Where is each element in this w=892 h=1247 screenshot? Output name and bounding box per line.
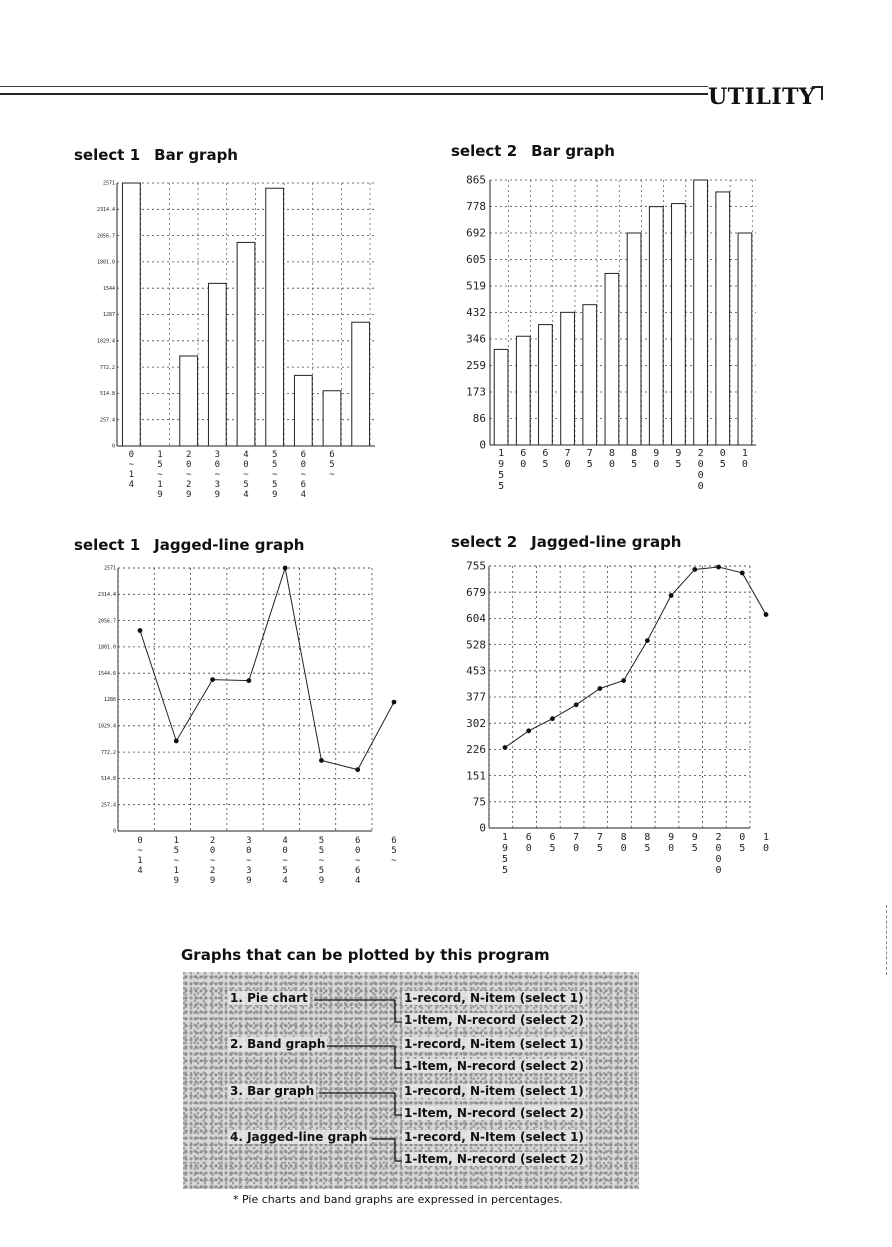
bar2-bar [539,325,553,445]
line1-select: select 1 [74,536,141,554]
line1-y-tick: 2314.4 [97,591,116,598]
bar2-y-tick: 605 [466,253,486,267]
line1-x-tick [174,836,180,886]
line1-point [392,700,397,705]
svg-text:65: 6 5 [542,448,549,470]
line1-y-tick: 2056.7 [97,618,116,625]
line2-x-tick [502,832,508,876]
svg-text:85: 8 5 [631,448,638,470]
line1-point [174,739,179,744]
svg-text:10: 1 0 [762,832,770,854]
bar2-bar [516,336,530,445]
svg-text:55~59: 5 5 ~ 5 9 [318,836,325,886]
bar1-y-tick: 257.4 [99,417,115,424]
pie-select1: 1-record, N-item (select 1) [404,991,584,1005]
bar1-x-tick [186,450,192,500]
margin-mark [886,905,888,975]
bar1-x-tick [301,450,307,500]
bar2-x-tick [653,448,659,470]
bar2-x-tick [631,448,637,470]
svg-text:65~: 6 5 ~ [391,836,397,866]
line2-point [764,612,769,617]
bar1-y-tick: 2314.4 [96,206,115,213]
bar2-x-tick [498,448,504,492]
bar1-x-tick [129,450,135,490]
bar2-y-tick: 519 [466,279,486,293]
svg-text:65~: 6 5 ~ [329,450,335,480]
svg-text:10: 1 0 [741,448,748,470]
svg-text:15~19: 1 5 ~ 1 9 [173,836,179,886]
graph-type-band: 2. Band graph [230,1037,326,1051]
line1-y-tick: 1029.4 [97,723,116,730]
line2-point [550,716,555,721]
line1-series-line [140,568,394,770]
line2-x-tick [668,832,674,854]
svg-text:80: 8 0 [608,448,615,470]
svg-text:30~39: 3 0 ~ 3 9 [246,836,252,886]
svg-text:05: 0 5 [739,832,746,854]
table-caption: Graphs that can be plotted by this program [181,946,550,964]
line2-y-tick: 302 [466,716,486,730]
line2-x-tick [716,832,722,876]
svg-text:05: 0 5 [719,448,726,470]
line2-x-tick [549,832,555,854]
bar1-bar [122,183,140,446]
svg-text:70: 7 0 [564,448,571,470]
bar2-select: select 2 [451,142,518,160]
footnote: * Pie charts and band graphs are expressed in percentages. [233,1193,563,1206]
bar1-y-tick: 2571 [102,180,115,187]
bar2-kind: Bar graph [531,142,615,160]
svg-text:95: 9 5 [691,832,698,854]
bar2-x-tick [520,448,526,470]
line1-x-tick [355,836,361,886]
bar1-bar [180,356,198,446]
line1-point [138,628,143,633]
line2-y-tick: 377 [466,690,486,704]
line2-y-tick: 75 [472,795,486,809]
svg-text:30~39: 3 0 ~ 3 9 [214,450,221,500]
line2-y-tick: 755 [466,559,486,573]
line1-y-tick: 772.2 [100,749,116,756]
svg-text:15~19: 1 5 ~ 1 9 [157,450,163,500]
line2-y-tick: 528 [466,638,486,652]
bar1-y-tick: 772.2 [99,364,115,371]
svg-text:20~29: 2 0 ~ 2 9 [209,836,216,886]
line1-x-tick [391,836,397,866]
band-select1: 1-record, N-item (select 1) [404,1037,584,1051]
line2-x-tick [526,832,532,854]
line2-x-tick [573,832,579,854]
svg-text:70: 7 0 [573,832,580,854]
svg-text:0~14: 0 ~ 1 4 [137,836,143,876]
svg-text:0~14: 0 ~ 1 4 [128,450,135,490]
bar1-x-tick [243,450,249,500]
line1-y-tick: 257.4 [100,802,116,809]
line1-y-tick: 2571 [103,565,116,572]
line2-point [503,745,508,750]
pie-select2: 1-Item, N-record (select 2) [404,1013,584,1027]
bar2-x-tick [720,448,726,470]
line2-x-tick [621,832,627,854]
line1-point [355,767,360,772]
bar2-y-tick: 0 [479,438,486,452]
line2-x-tick [644,832,650,854]
bar1-bar [237,242,255,446]
svg-text:80: 8 0 [620,832,627,854]
line1-y-tick: 1801.0 [97,644,116,651]
line1-x-tick [282,836,288,886]
line2-point [598,686,603,691]
band-select2: 1-Item, N-record (select 2) [404,1059,584,1073]
graph-type-pie: 1. Pie chart [230,991,308,1005]
svg-text:95: 9 5 [675,448,682,470]
bar2-x-tick [698,448,704,492]
bar1-x-tick [329,450,335,480]
bar1-y-tick: 1801.0 [96,259,115,266]
svg-text:90: 9 0 [653,448,660,470]
line2-y-tick: 604 [466,612,486,626]
line1-x-tick [319,836,325,886]
line2-y-tick: 226 [466,743,486,757]
line2-x-tick [739,832,745,854]
line2-y-tick: 679 [466,585,486,599]
svg-text:90: 9 0 [668,832,675,854]
bar2-bar [649,207,663,445]
svg-text:1955: 1 9 5 5 [498,448,505,492]
bar1-bar [266,188,284,446]
svg-text:60~64: 6 0 ~ 6 4 [300,450,307,500]
bar1-bar [323,391,341,446]
bar1-bar [208,283,226,446]
svg-text:20~29: 2 0 ~ 2 9 [185,450,192,500]
bar2-x-tick [742,448,748,470]
svg-text:40~54: 4 0 ~ 5 4 [243,450,249,500]
line2-x-tick [597,832,603,854]
line2-series-line [505,567,766,747]
bar2-x-tick [675,448,681,470]
bar-select1: 1-record, N-item (select 1) [404,1084,584,1098]
bar2-bar [738,233,752,445]
bar2-x-tick [565,448,571,470]
line2-select: select 2 [451,533,518,551]
line2-point [669,593,674,598]
bar2-bar [627,233,641,445]
line2-point [716,565,721,570]
line-select1: 1-record, N-Item (select 1) [404,1130,584,1144]
bar2-bar [561,312,575,445]
svg-text:60: 6 0 [520,448,527,470]
bar2-y-tick: 173 [466,385,486,399]
svg-text:2000: 2 0 0 0 [715,832,722,876]
bar2-y-tick: 86 [472,412,486,426]
graph-type-line: 4. Jagged-line graph [230,1130,368,1144]
line1-y-tick: 1286 [103,697,116,704]
bar2-bar [605,273,619,445]
line1-point [210,677,215,682]
line2-point [692,567,697,572]
line1-point [319,758,324,763]
line2-y-tick: 151 [466,769,486,783]
svg-text:75: 7 5 [596,832,603,854]
svg-text:85: 8 5 [644,832,651,854]
bar-select2: 1-Item, N-record (select 2) [404,1106,584,1120]
svg-text:2000: 2 0 0 0 [697,448,704,492]
svg-text:55~59: 5 5 ~ 5 9 [271,450,278,500]
bar2-bar [716,192,730,445]
line2-point [645,638,650,643]
svg-text:75: 7 5 [586,448,593,470]
bar2-y-tick: 692 [466,226,486,240]
line1-point [283,566,288,571]
svg-text:60: 6 0 [525,832,532,854]
bar2-y-tick: 432 [466,306,486,320]
bar2-bar [694,180,708,445]
line2-point [526,728,531,733]
line2-y-tick: 453 [466,664,486,678]
svg-text:65: 6 5 [549,832,556,854]
line1-y-tick: 0 [112,828,116,835]
line2-y-tick: 0 [479,821,486,835]
line1-point [246,678,251,683]
bar2-bar [494,349,508,445]
bar1-select: select 1 [74,146,141,164]
bar2-bar [672,204,686,445]
bar1-y-tick: 514.8 [99,391,115,398]
line1-y-tick: 1544.6 [97,670,116,677]
line2-kind: Jagged-line graph [531,533,682,551]
graph-type-bar: 3. Bar graph [230,1084,315,1098]
line1-x-tick [137,836,143,876]
line2-point [621,678,626,683]
bar1-x-tick [272,450,278,500]
bar1-y-tick: 0 [111,443,115,450]
line2-x-tick [763,832,769,854]
bar1-kind: Bar graph [154,146,238,164]
line2-point [740,571,745,576]
bar2-y-tick: 778 [466,200,486,214]
bar1-bar [294,375,312,446]
svg-text:1955: 1 9 5 5 [501,832,509,876]
svg-text:40~54: 4 0 ~ 5 4 [282,836,288,886]
svg-text:60~64: 6 0 ~ 6 4 [355,836,361,886]
bar2-x-tick [609,448,615,470]
bar2-x-tick [587,448,593,470]
bar2-x-tick [542,448,548,470]
line2-x-tick [692,832,698,854]
line2-point [574,702,579,707]
bar2-y-tick: 346 [466,332,486,346]
section-title: UTILITY [708,84,816,110]
bar2-y-tick: 865 [466,173,486,187]
line1-y-tick: 514.8 [100,776,116,783]
bar1-x-tick [157,450,163,500]
line1-kind: Jagged-line graph [154,536,305,554]
line1-x-tick [210,836,216,886]
bar2-y-tick: 259 [466,359,486,373]
line-select2: 1-Item, N-record (select 2) [404,1152,584,1166]
bar1-bar [352,322,370,446]
bar1-y-tick: 1544 [102,285,115,292]
bar1-y-tick: 2056.7 [96,233,115,240]
line1-x-tick [246,836,252,886]
bar1-x-tick [215,450,221,500]
bar1-y-tick: 1029.4 [96,338,115,345]
bar2-bar [583,305,597,445]
bar1-y-tick: 1287 [102,312,115,319]
